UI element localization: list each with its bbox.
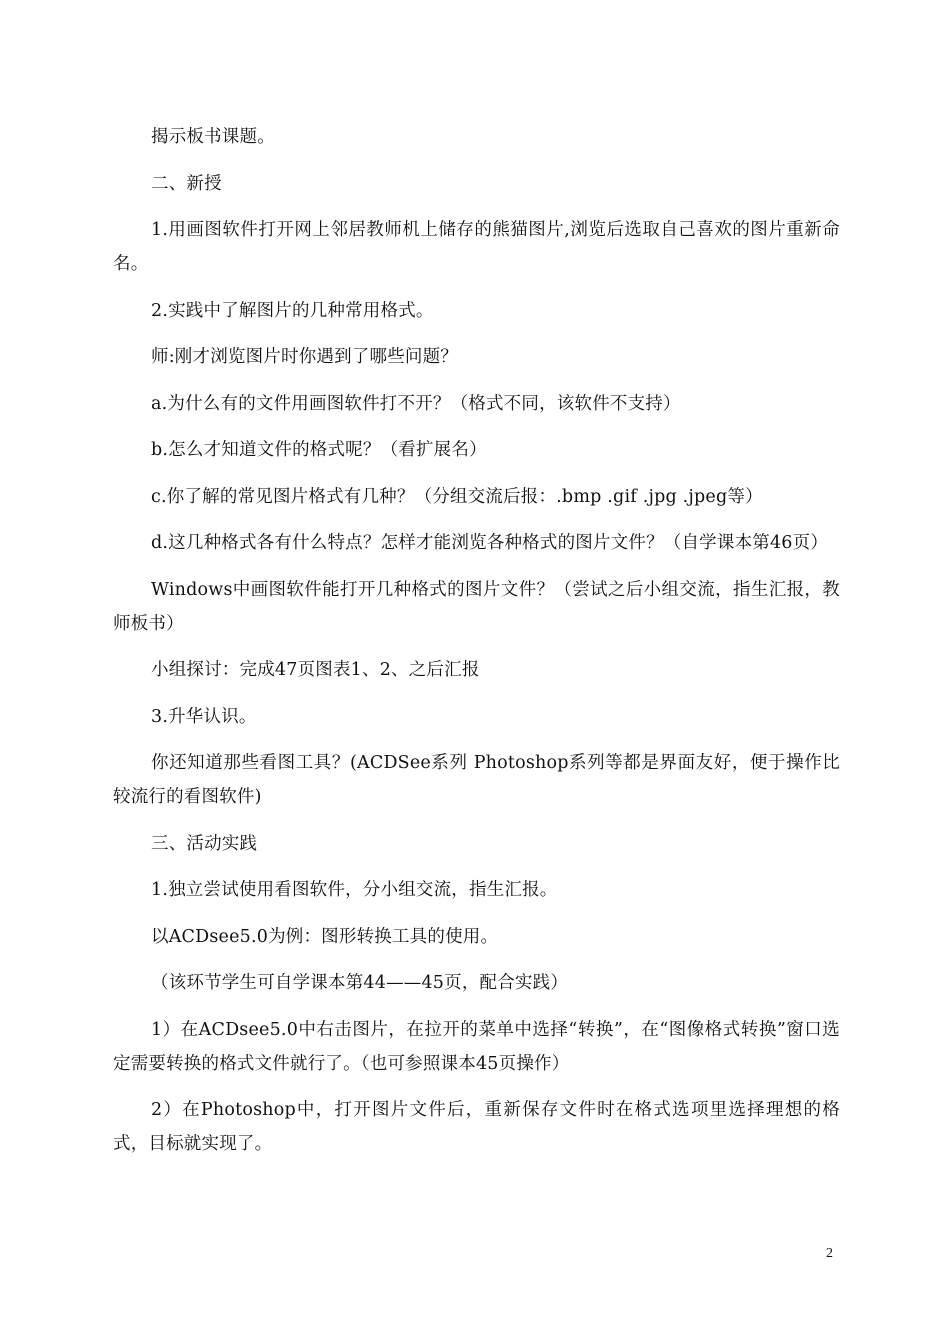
paragraph-group-discussion: 小组探讨：完成47页图表1、2、之后汇报 bbox=[151, 660, 480, 680]
question-b: b.怎么才知道文件的格式呢？（看扩展名） bbox=[151, 440, 487, 460]
section-heading-activity: 三、活动实践 bbox=[151, 833, 258, 854]
document-body bbox=[113, 120, 840, 1174]
paragraph-18: 1）在ACDsee5.0中右击图片，在拉开的菜单中选择“转换”，在“图像格式转换”窗口选定需要转换的格式文件就行了。（也可参照课本45页操作） bbox=[113, 1019, 840, 1074]
paragraph-1: 揭示板书课题。 bbox=[151, 127, 275, 147]
question-d: d.这几种格式各有什么特点？怎样才能浏览各种格式的图片文件？（自学课本第46页） bbox=[151, 533, 829, 553]
paragraph-13: 你还知道那些看图工具？(ACDSee系列 Photoshop系列等都是界面友好，便于操作比较流行的看图软件) bbox=[113, 753, 840, 807]
paragraph-17: （该环节学生可自学课本第44——45页，配合实践） bbox=[151, 973, 569, 993]
paragraph-3: 1.用画图软件打开网上邻居教师机上储存的熊猫图片,浏览后选取自己喜欢的图片重新命名。 bbox=[113, 220, 840, 274]
paragraph-16: 以ACDsee5.0为例：图形转换工具的使用。 bbox=[151, 926, 499, 947]
paragraph-windows: Windows中画图软件能打开几种格式的图片文件？（尝试之后小组交流，指生汇报，教师板书） bbox=[113, 579, 840, 634]
paragraph-15: 1.独立尝试使用看图软件，分小组交流，指生汇报。 bbox=[151, 880, 558, 900]
paragraph-5: 师:刚才浏览图片时你遇到了哪些问题？ bbox=[151, 347, 458, 367]
question-c: c.你了解的常见图片格式有几种？（分组交流后报：.bmp .gif .jpg .jpeg等） bbox=[151, 486, 763, 507]
paragraph-4: 2.实践中了解图片的几种常用格式。 bbox=[151, 300, 434, 321]
paragraph-12: 3.升华认识。 bbox=[151, 706, 257, 727]
paragraph-19: 2）在Photoshop中，打开图片文件后，重新保存文件时在格式选项里选择理想的格式，目标就实现了。 bbox=[113, 1100, 840, 1154]
page-number: 2 bbox=[826, 1246, 833, 1261]
section-heading-new-lesson: 二、新授 bbox=[151, 173, 222, 194]
question-a: a.为什么有的文件用画图软件打不开？（格式不同，该软件不支持） bbox=[151, 393, 681, 414]
